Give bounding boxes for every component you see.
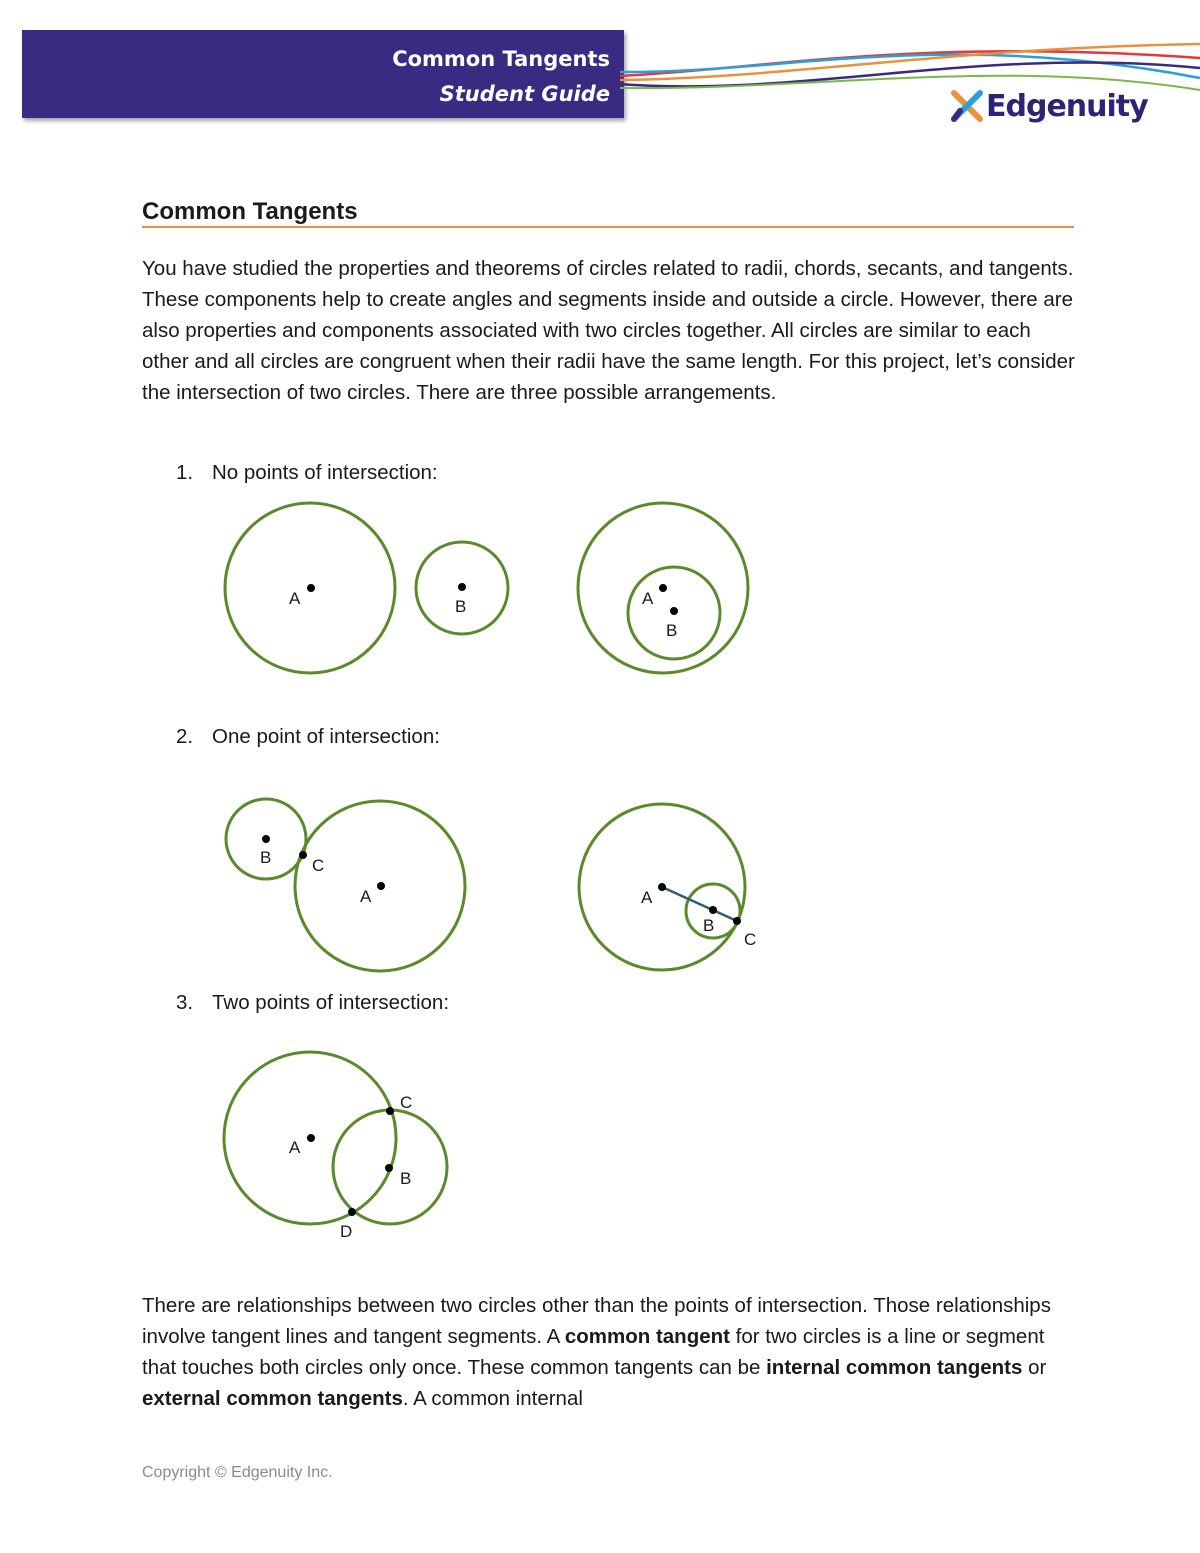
- center-point: [377, 882, 385, 890]
- point-label: A: [642, 589, 654, 608]
- center-point: [262, 835, 270, 843]
- point-label: B: [703, 916, 715, 935]
- point-label: A: [289, 589, 301, 608]
- intro-paragraph: You have studied the properties and theorems of circles related to radii, chords, secants, and tangents. These components help to create angles and segments inside and outside a circle. However, there are also properties and components associated with two circles together. All circles are similar to each other and all circles are congruent when their radii have the same length. For this project, let’s consider the intersection of two circles. There are three possible arrangements.: [142, 257, 1075, 404]
- point-label: B: [455, 597, 467, 616]
- tangent-point: [299, 851, 307, 859]
- section-title: Common Tangents: [142, 198, 358, 225]
- point-label: D: [340, 1222, 353, 1241]
- point-label: B: [666, 621, 678, 640]
- point-label: A: [641, 888, 653, 907]
- text-run: or: [1022, 1356, 1047, 1379]
- intersection-point: [348, 1208, 356, 1216]
- center-point: [670, 607, 678, 615]
- center-point: [709, 906, 717, 914]
- point-label: C: [312, 856, 325, 875]
- list-item-label: One point of intersection:: [212, 725, 440, 748]
- tangent-point: [733, 917, 741, 925]
- logo-text: Edgenuity: [986, 88, 1148, 124]
- center-point: [659, 584, 667, 592]
- term-internal-common-tangents: internal common tangents: [766, 1356, 1023, 1379]
- list-item-number: 2.: [176, 725, 194, 748]
- point-label: A: [289, 1138, 301, 1157]
- list-item-number: 1.: [176, 461, 194, 484]
- term-external-common-tangents: external common tangents: [142, 1387, 403, 1410]
- point-label: C: [744, 930, 757, 949]
- center-point: [658, 883, 666, 891]
- tangent-paragraph: [142, 1290, 1082, 1414]
- center-point: [385, 1164, 393, 1172]
- point-label: B: [260, 848, 272, 867]
- text-run: . A common internal: [402, 1387, 583, 1410]
- radius-segment: [662, 887, 737, 921]
- text-run: for two circles is a line or segment that touches both circles only once. These common tangents can be: [142, 1325, 1045, 1379]
- banner-subtitle: Student Guide: [439, 82, 610, 106]
- footer-copyright: Copyright © Edgenuity Inc.: [142, 1464, 333, 1481]
- banner-title: Common Tangents: [392, 47, 610, 71]
- center-point: [307, 1134, 315, 1142]
- term-common-tangent: common tangent: [564, 1325, 730, 1348]
- intersection-point: [386, 1107, 394, 1115]
- list-item-label: No points of intersection:: [212, 461, 438, 484]
- list-item-label: Two points of intersection:: [212, 991, 450, 1014]
- point-label: C: [400, 1093, 413, 1112]
- center-point: [307, 584, 315, 592]
- point-label: A: [360, 887, 372, 906]
- center-point: [458, 583, 466, 591]
- list-item-number: 3.: [176, 991, 194, 1014]
- point-label: B: [400, 1169, 412, 1188]
- text-run: There are relationships between two circles other than the points of intersection. Those relationships involve tangent lines and tangent segments. A: [142, 1294, 1051, 1348]
